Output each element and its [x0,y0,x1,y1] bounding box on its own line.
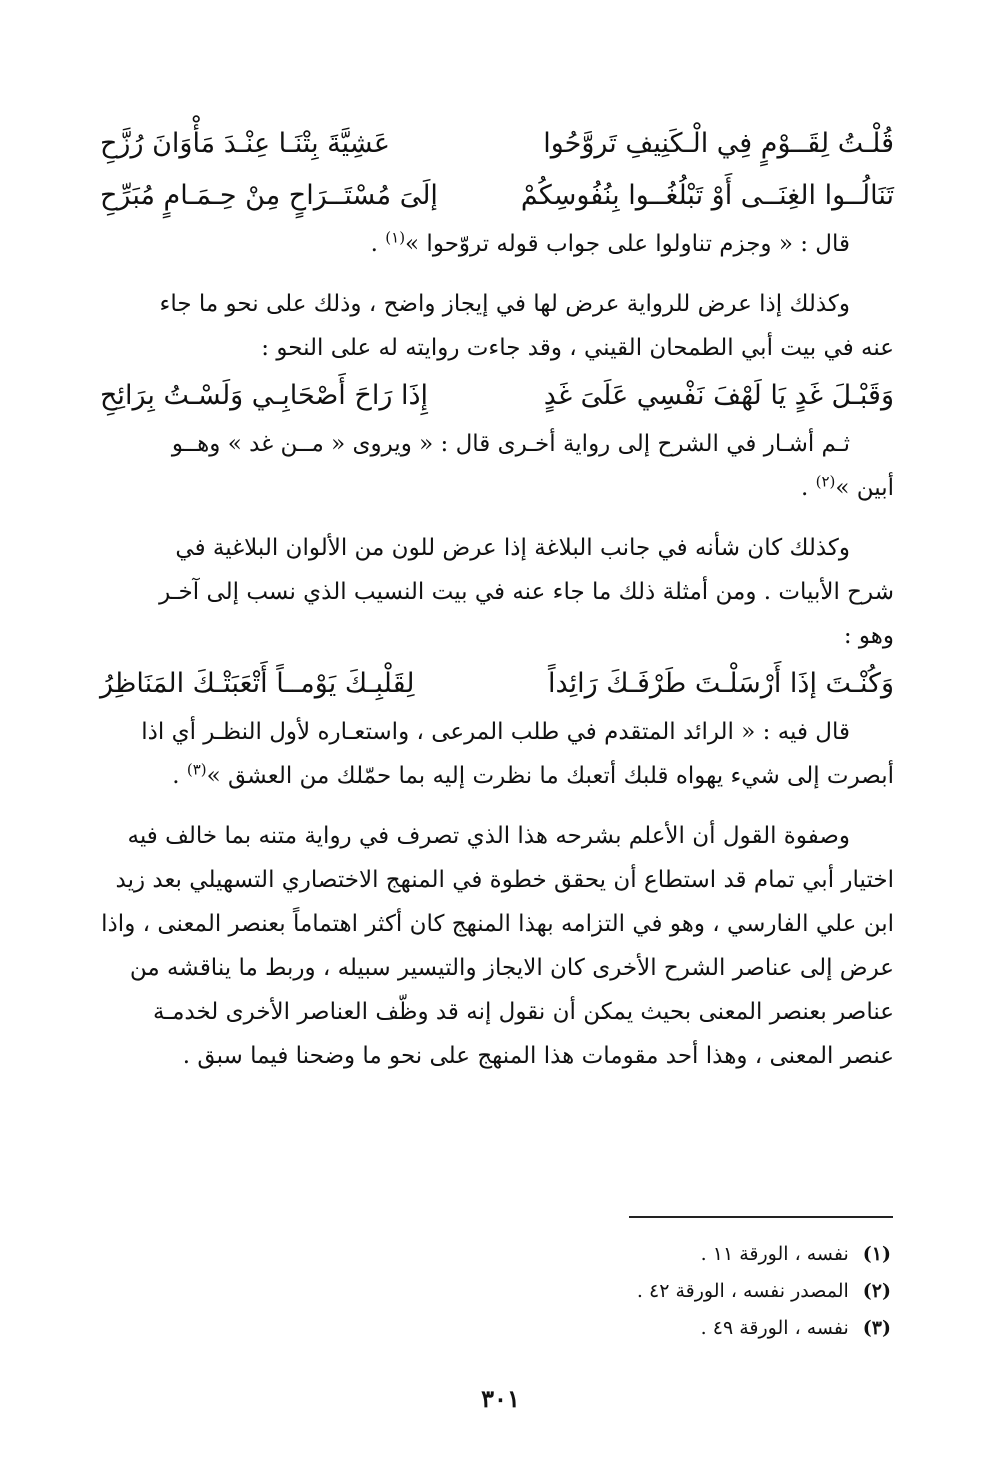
footnotes [391,1236,891,1347]
text-line [100,614,894,658]
footnote-number: (٣) [862,1317,891,1339]
text-line [100,282,894,326]
verse-first-hemistich: وَقَبْـلَ غَدٍ يَا لَهْفَ نَفْسِي عَلَىَ غَدٍ [543,380,894,411]
text-line [100,422,894,466]
footnote-item [391,1273,891,1310]
text-line-content: شرح الأبيات . ومن أمثلة ذلك ما جاء عنه في بيت النسيب الذي نسب إلى آخـر [159,579,894,605]
verse-second-hemistich: إلَىَ مُسْتَــرَاحٍ مِنْ حِـمَـامٍ مُبَرِّحِ [100,180,438,211]
text-line [100,570,894,614]
text-line-content: وكذلك إذا عرض للرواية عرض لها في إيجاز واضح ، وذلك على نحو ما جاء [159,291,850,317]
text-line-content: عنه في بيت أبي الطمحان القيني ، وقد جاءت روايته له على النحو : [261,335,894,361]
footnote-text: نفسه ، الورقة ١١ . [700,1243,849,1265]
text-line [100,710,894,754]
text-line-content: عناصر بعنصر المعنى بحيث يمكن أن نقول إنه قد وظّف العناصر الأخرى لخدمـة [153,999,894,1025]
footnote-reference[interactable]: (٢) [815,472,836,491]
footnote-reference[interactable]: (١) [385,228,406,247]
text-line [100,858,894,902]
verse-second-hemistich: إِذَا رَاحَ أَصْحَابِـي وَلَسْـتُ بِرَائِحِ [100,380,428,411]
footnote-item [391,1310,891,1347]
sentence-end: . [800,475,809,501]
footnote-number: (١) [862,1243,891,1265]
footnote-text: المصدر نفسه ، الورقة ٤٢ . [636,1280,849,1302]
text-line-content: ثـم أشـار في الشرح إلى رواية أخـرى قال : « ويروى « مــن غد » وهــو [171,431,850,457]
footnote-reference[interactable]: (٣) [186,760,207,779]
verse-first-hemistich: قُلْـتُ لِقَــوْمٍ فِي الْـكَنِيفِ تَروَّحُوا [543,128,894,159]
footnote-item [391,1236,891,1273]
footnote-number: (٢) [862,1280,891,1302]
verse-line [100,370,894,422]
text-line [100,946,894,990]
sentence-end: . [172,763,180,789]
text-line-content: وكذلك كان شأنه في جانب البلاغة إذا عرض للون من الألوان البلاغية في [175,535,850,561]
text-line-content: قال فيه : « الرائد المتقدم في طلب المرعى ، واستعـاره لأول النظـر أي اذا [141,719,850,745]
text-line-content: أبين » [835,475,894,501]
text-line-content: وصفوة القول أن الأعلم بشرحه هذا الذي تصرف في رواية متنه بما خالف فيه [127,823,850,849]
text-line-content: وهو : [843,623,894,649]
text-line [100,990,894,1034]
verse-line [100,658,894,710]
verse-line [100,118,894,170]
text-line [100,814,894,858]
text-line [100,1034,894,1078]
footnote-text: نفسه ، الورقة ٤٩ . [700,1317,849,1339]
text-line [100,902,894,946]
verse-second-hemistich: عَشِيَّةَ بِتْنَـا عِنْـدَ مَأْوَانَ رُزَّحِ [100,128,390,159]
verse-line [100,170,894,222]
verse-second-hemistich: لِقَلْبِـكَ يَوْمــاً أَتْعَبَتْـكَ المَنَاظِرُ [100,668,415,699]
text-line-content: اختيار أبي تمام قد استطاع أن يحقق خطوة في المنهج الاختصاري التسهيلي بعد زيد [115,867,894,893]
text-line [100,466,894,510]
main-text [100,118,894,1078]
paragraph-gap [100,510,894,526]
sentence-end: . [370,231,378,257]
text-line-content: قال : « وجزم تناولوا على جواب قوله تروّحوا » [405,231,850,257]
text-line [100,222,894,266]
text-line [100,526,894,570]
footnote-separator [629,1216,893,1218]
paragraph-gap [100,266,894,282]
text-line [100,326,894,370]
text-line-content: ابن علي الفارسي ، وهو في التزامه بهذا المنهج كان أكثر اهتماماً بعنصر المعنى ، واذا [101,911,894,937]
text-line [100,754,894,798]
verse-first-hemistich: وَكُنْـتَ إذَا أَرْسَلْـتَ طَرْفَـكَ رَائِداً [547,668,894,699]
paragraph-gap [100,798,894,814]
text-line-content: عنصر المعنى ، وهذا أحد مقومات هذا المنهج على نحو ما وضحنا فيما سبق . [182,1043,894,1069]
verse-first-hemistich: تَنَالُــوا الغِنَــى أَوْ تَبْلُغُــوا بِنُفُوسِكُمْ [520,180,894,211]
text-line-content: أبصرت إلى شيء يهواه قلبك أتعبك ما نظرت إليه بما حمّلك من العشق » [206,763,894,789]
text-line-content: عرض إلى عناصر الشرح الأخرى كان الايجاز والتيسير سبيله ، وربط ما يناقشه من [129,955,894,981]
page-number: ٣٠١ [481,1384,520,1413]
